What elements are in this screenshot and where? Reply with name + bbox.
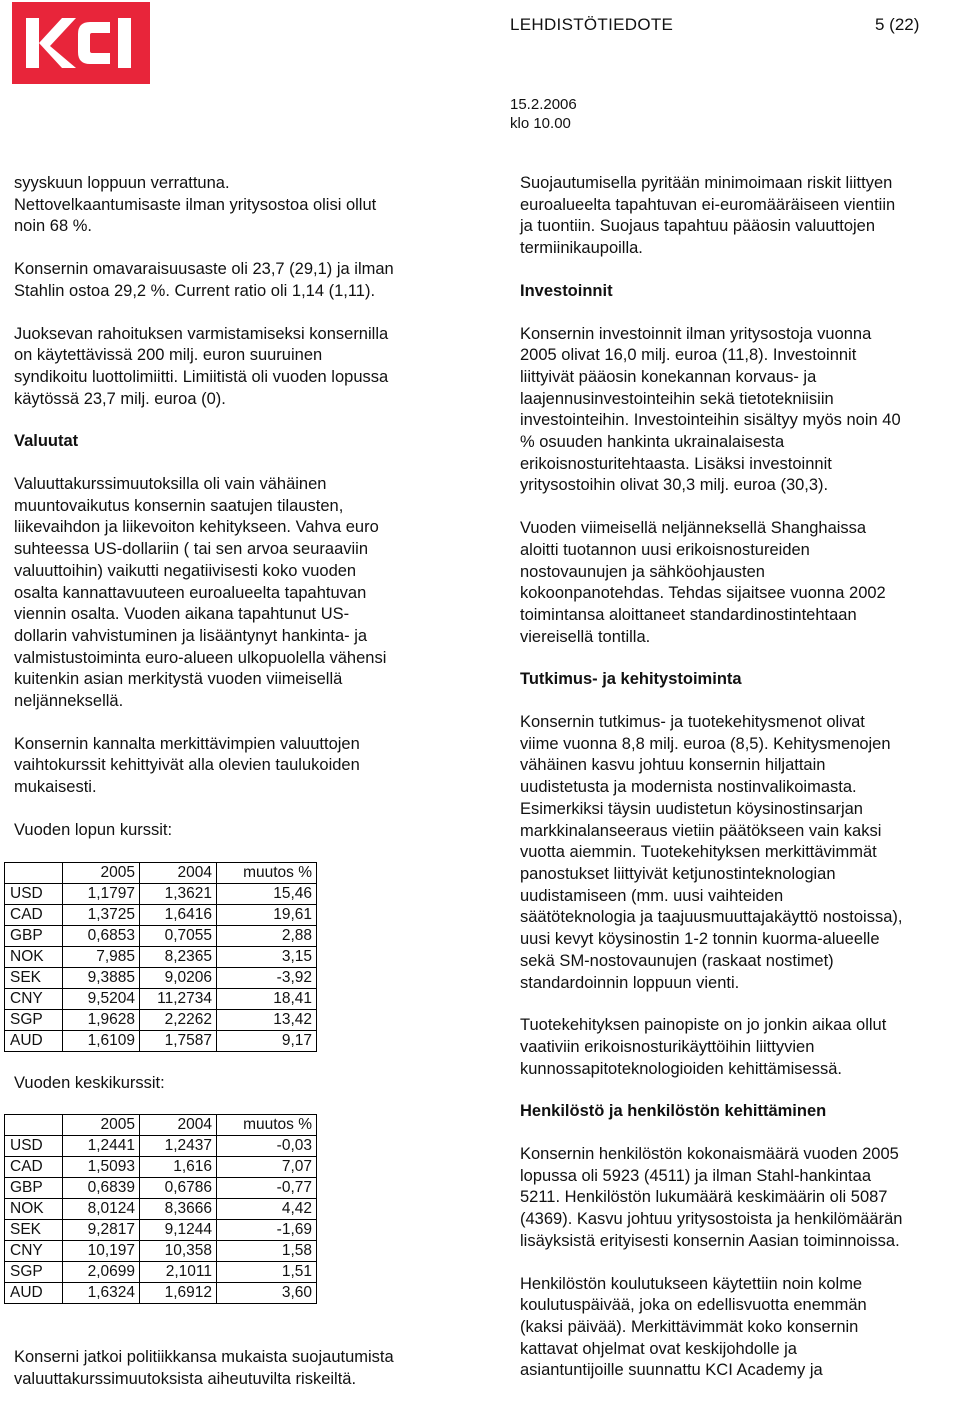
text-line: dollarin vahvistuminen ja lisääntynyt hankinta- ja xyxy=(14,626,368,645)
currency-code: NOK xyxy=(5,1199,63,1220)
table-row xyxy=(5,967,317,988)
text-line: aloitti tuotannon uusi erikoisnostureiden xyxy=(520,540,810,559)
currency-code: GBP xyxy=(5,1178,63,1199)
rate-value: 15,46 xyxy=(217,883,317,904)
text-line: sekä SM-nostovaunujen (raskaat nostimet) xyxy=(520,951,834,970)
paragraph-equity-ratio xyxy=(14,259,474,302)
paragraph-currency-effects xyxy=(14,474,474,713)
table-caption-year-end: Vuoden lopun kurssit: xyxy=(14,820,173,839)
text-line: 2005 olivat 16,0 milj. euroa (11,8). Investoinnit xyxy=(520,346,857,365)
table-row xyxy=(5,1030,317,1051)
rate-value: -0,77 xyxy=(217,1178,317,1199)
text-line: valmistustoiminta euro-alueen ulkopuolella vähensi xyxy=(14,648,387,667)
text-line: standardoinnin loppuun vienti. xyxy=(520,973,740,992)
rate-value: 11,2734 xyxy=(140,988,217,1009)
rate-value: 9,1244 xyxy=(140,1220,217,1241)
text-line: Valuuttakurssimuutoksilla oli vain vähäinen xyxy=(14,475,327,494)
text-line: kattavat ohjelmat ovat keskijohdolle ja xyxy=(520,1339,797,1358)
text-line: Konsernin kannalta merkittävimpien valuuttojen xyxy=(14,734,360,753)
rate-value: 8,2365 xyxy=(140,946,217,967)
rate-value: 1,6912 xyxy=(140,1283,217,1304)
rate-value: 1,616 xyxy=(140,1157,217,1178)
text-line: Konserni jatkoi politiikkansa mukaista suojautumista xyxy=(14,1348,394,1367)
currency-code: USD xyxy=(5,883,63,904)
table-header-row xyxy=(5,1115,317,1136)
table-header-cell xyxy=(5,862,63,883)
text-line: Henkilöstön koulutukseen käytettiin noin kolme xyxy=(520,1274,863,1293)
currency-code: AUD xyxy=(5,1283,63,1304)
text-line: nostovaunujen ja sähköohjausten xyxy=(520,562,765,581)
table-header-cell: 2005 xyxy=(63,1115,140,1136)
text-line: vähäinen kasvu johtuu konsernin hiljattain xyxy=(520,756,826,775)
table-row xyxy=(5,988,317,1009)
rate-value: 0,6839 xyxy=(63,1178,140,1199)
text-line: Suojautumisella pyritään minimoimaan riskit liittyen xyxy=(520,174,893,192)
currency-code: NOK xyxy=(5,946,63,967)
rate-value: 9,3885 xyxy=(63,967,140,988)
text-line: uudistamiseen (mm. uusi vaihteiden xyxy=(520,886,784,905)
text-line: noin 68 %. xyxy=(14,217,92,236)
table-row xyxy=(5,1241,317,1262)
text-line: kokoonpanotehdas. Tehdas sijaitsee vuonna 2002 xyxy=(520,584,886,603)
text-line: (4369). Kasvu johtuu yritysostoista ja henkilömäärän xyxy=(520,1210,903,1229)
text-line: Esimerkiksi täysin uudistetun köysinostinsarjan xyxy=(520,799,863,818)
release-date: 15.2.2006 xyxy=(510,96,577,113)
paragraph-rnd-focus xyxy=(520,1015,960,1080)
text-line: yritysostoihin olivat 30,3 milj. euroa (30,3). xyxy=(520,476,829,495)
rate-value: 1,6109 xyxy=(63,1030,140,1051)
rate-value: 8,3666 xyxy=(140,1199,217,1220)
rate-value: 0,7055 xyxy=(140,925,217,946)
currency-code: SGP xyxy=(5,1009,63,1030)
text-line: Stahlin ostoa 29,2 %. Current ratio oli 1,14 (1,11). xyxy=(14,281,376,300)
table-row xyxy=(5,1009,317,1030)
text-line: panostukset liittyivät ketjunostinteknologian xyxy=(520,864,836,883)
currency-code: GBP xyxy=(5,925,63,946)
text-line: muuntovaikutus konsernin saatujen tilausten, xyxy=(14,496,344,515)
rate-value: 1,5093 xyxy=(63,1157,140,1178)
rate-value: 1,51 xyxy=(217,1262,317,1283)
rate-value: 1,9628 xyxy=(63,1009,140,1030)
rate-value: 7,985 xyxy=(63,946,140,967)
rate-value: 1,58 xyxy=(217,1241,317,1262)
paragraph-investments xyxy=(520,324,960,498)
text-line: koulutuspäivää, joka on edellisvuotta enemmän xyxy=(520,1296,867,1315)
table-caption-average: Vuoden keskikurssit: xyxy=(14,1073,165,1092)
paragraph-hedging-policy xyxy=(14,1347,474,1390)
rate-value: 3,60 xyxy=(217,1283,317,1304)
rate-value: 2,1011 xyxy=(140,1262,217,1283)
rate-value: 4,42 xyxy=(217,1199,317,1220)
text-line: vuotta aiemmin. Tuotekehityksen merkittävimmät xyxy=(520,843,877,862)
rate-value: -1,69 xyxy=(217,1220,317,1241)
text-line: vaihtokurssit kehittyivät alla olevien taulukoiden xyxy=(14,756,360,775)
rate-value: 1,2441 xyxy=(63,1136,140,1157)
text-line: syyskuun loppuun verrattuna. xyxy=(14,174,230,192)
table-header-cell: muutos % xyxy=(217,1115,317,1136)
currency-code: CNY xyxy=(5,1241,63,1262)
rate-value: 9,5204 xyxy=(63,988,140,1009)
currency-code: AUD xyxy=(5,1030,63,1051)
rate-value: 2,0699 xyxy=(63,1262,140,1283)
table-header-cell xyxy=(5,1115,63,1136)
rate-value: 19,61 xyxy=(217,904,317,925)
text-line: käytössä 23,7 milj. euroa (0). xyxy=(14,389,226,408)
rate-value: 13,42 xyxy=(217,1009,317,1030)
rate-value: 1,3621 xyxy=(140,883,217,904)
rate-value: -0,03 xyxy=(217,1136,317,1157)
text-line: viime vuonna 8,8 milj. euroa (8,5). Kehitysmenojen xyxy=(520,734,891,753)
rate-value: 8,0124 xyxy=(63,1199,140,1220)
currency-code: CAD xyxy=(5,904,63,925)
text-line: erikoisnosturitehtaasta. Lisäksi investoinnit xyxy=(520,454,832,473)
release-time: klo 10.00 xyxy=(510,115,571,132)
text-line: säätöteknologia ja taajuusmuuttajakäyttö nostoissa), xyxy=(520,908,903,927)
table-header-row xyxy=(5,862,317,883)
text-line: osalta kannattavuuteen euroalueelta tapahtuvan xyxy=(14,583,367,602)
rate-value: 9,0206 xyxy=(140,967,217,988)
text-line: uusi kevyt köysinostin 1-2 tonnin kuorma-alueelle xyxy=(520,930,880,949)
rate-value: 1,2437 xyxy=(140,1136,217,1157)
table-row xyxy=(5,1178,317,1199)
rate-value: 0,6786 xyxy=(140,1178,217,1199)
text-line: investointeihin. Investointeihin sisältyy myös noin 40 xyxy=(520,411,901,430)
heading-valuutat: Valuutat xyxy=(14,432,79,451)
currency-code: SGP xyxy=(5,1262,63,1283)
rate-value: 1,3725 xyxy=(63,904,140,925)
table-header-cell: 2005 xyxy=(63,862,140,883)
table-year-end-rates xyxy=(4,862,317,1052)
paragraph-exchange-rates-intro xyxy=(14,734,474,799)
text-line: lopussa oli 5923 (4511) ja ilman Stahl-hankintaa xyxy=(520,1166,871,1185)
text-line: on käytettävissä 200 milj. euron suuruinen xyxy=(14,346,323,365)
text-line: ja tuontiin. Suojaus tapahtuu pääosin valuuttojen xyxy=(520,217,876,236)
currency-code: SEK xyxy=(5,1220,63,1241)
paragraph-training xyxy=(520,1274,960,1383)
table-row xyxy=(5,1262,317,1283)
table-row xyxy=(5,1136,317,1157)
table-header-cell: 2004 xyxy=(140,1115,217,1136)
rate-value: 18,41 xyxy=(217,988,317,1009)
text-line: vaativiin erikoisnosturikäyttöihin liittyvien xyxy=(520,1037,815,1056)
text-line: syndikoitu luottolimiitti. Limiitistä oli vuoden lopussa xyxy=(14,367,389,386)
rate-value: 1,6324 xyxy=(63,1283,140,1304)
document-type: LEHDISTÖTIEDOTE xyxy=(510,15,674,34)
rate-value: 1,1797 xyxy=(63,883,140,904)
text-line: markkinalanseeraus vietiin päätökseen vain kaksi xyxy=(520,821,882,840)
currency-code: USD xyxy=(5,1136,63,1157)
text-line: lisäyksistä erityisesti konsernin Aasian toiminnoissa. xyxy=(520,1231,900,1250)
text-line: Konsernin investoinnit ilman yritysostoja vuonna xyxy=(520,324,872,343)
text-line: uudistetusta ja modernista nostinvalikoimasta. xyxy=(520,778,857,797)
table-row xyxy=(5,1157,317,1178)
table-row xyxy=(5,1283,317,1304)
text-line: kunnossapitoteknologioiden kehittämisessä. xyxy=(520,1059,842,1078)
rate-value: -3,92 xyxy=(217,967,317,988)
page-number: 5 (22) xyxy=(875,15,920,34)
text-line: viennin osalta. Vuoden aikana tapahtunut US- xyxy=(14,605,350,624)
paragraph-shanghai xyxy=(520,518,960,648)
rate-value: 10,358 xyxy=(140,1241,217,1262)
paragraph-financing xyxy=(14,324,474,411)
rate-value: 3,15 xyxy=(217,946,317,967)
text-line: Vuoden viimeisellä neljänneksellä Shanghaissa xyxy=(520,519,867,538)
rate-value: 1,7587 xyxy=(140,1030,217,1051)
paragraph-hedging xyxy=(520,173,960,260)
rate-value: 10,197 xyxy=(63,1241,140,1262)
text-line: Konsernin henkilöstön kokonaismäärä vuoden 2005 xyxy=(520,1145,899,1164)
table-row xyxy=(5,883,317,904)
text-line: kuitenkin asian merkitystä vuoden viimeisellä xyxy=(14,670,343,689)
table-row xyxy=(5,1199,317,1220)
text-line: liikevaihdon ja liikevoiton kehitykseen. Vahva euro xyxy=(14,518,379,537)
text-line: Konsernin tutkimus- ja tuotekehitysmenot olivat xyxy=(520,713,865,732)
text-line: toimintansa aloittaneet standardinostintehtaan xyxy=(520,605,857,624)
table-row xyxy=(5,904,317,925)
text-line: Juoksevan rahoituksen varmistamiseksi konsernilla xyxy=(14,324,389,343)
table-header-cell: muutos % xyxy=(217,862,317,883)
heading-henkilosto: Henkilöstö ja henkilöstön kehittäminen xyxy=(520,1102,827,1121)
text-line: liittyivät pääosin konekannan korvaus- ja xyxy=(520,367,817,386)
rate-value: 2,2262 xyxy=(140,1009,217,1030)
text-line: asiantuntijoille suunnattu KCI Academy ja xyxy=(520,1361,823,1380)
release-date-time xyxy=(510,95,577,133)
text-line: valuuttoihin) vaikutti negatiivisesti koko vuoden xyxy=(14,561,357,580)
text-line: valuuttakurssimuutoksista aiheutuvilta riskeiltä. xyxy=(14,1369,357,1388)
heading-tutkimus: Tutkimus- ja kehitystoiminta xyxy=(520,670,742,689)
table-header-cell: 2004 xyxy=(140,862,217,883)
paragraph-net-gearing xyxy=(14,173,474,238)
rate-value: 0,6853 xyxy=(63,925,140,946)
text-line: Tuotekehityksen painopiste on jo jonkin aikaa ollut xyxy=(520,1016,887,1035)
rate-value: 9,2817 xyxy=(63,1220,140,1241)
table-row xyxy=(5,1220,317,1241)
text-line: neljänneksellä. xyxy=(14,692,124,711)
text-line: mukaisesti. xyxy=(14,778,97,797)
text-line: 5211. Henkilöstön lukumäärä keskimäärin oli 5087 xyxy=(520,1188,888,1207)
right-column xyxy=(520,173,960,1403)
text-line: Konsernin omavaraisuusaste oli 23,7 (29,1) ja ilman xyxy=(14,260,394,279)
table-row xyxy=(5,925,317,946)
rate-value: 7,07 xyxy=(217,1157,317,1178)
rate-value: 1,6416 xyxy=(140,904,217,925)
currency-code: CAD xyxy=(5,1157,63,1178)
text-line: viereisellä tontilla. xyxy=(520,627,651,646)
text-line: (kaksi päivää). Merkittävimmät koko konsernin xyxy=(520,1317,859,1336)
kci-logo xyxy=(12,2,150,84)
text-line: Nettovelkaantumisaste ilman yritysostoa olisi ollut xyxy=(14,195,377,214)
text-line: termiinikaupoilla. xyxy=(520,239,643,258)
text-line: laajennusinvestointeihin sekä tietotekniisiin xyxy=(520,389,834,408)
paragraph-rnd xyxy=(520,712,960,994)
text-line: euroalueelta tapahtuvan ei-euromääräiseen vientiin xyxy=(520,195,896,214)
currency-code: SEK xyxy=(5,967,63,988)
heading-investoinnit: Investoinnit xyxy=(520,281,613,300)
table-row xyxy=(5,946,317,967)
paragraph-personnel xyxy=(520,1144,960,1253)
rate-value: 9,17 xyxy=(217,1030,317,1051)
rate-value: 2,88 xyxy=(217,925,317,946)
text-line: % osuuden hankinta ukrainalaisesta xyxy=(520,433,785,452)
table-average-rates xyxy=(4,1114,317,1304)
left-column xyxy=(10,173,474,1412)
kci-logo-mark xyxy=(12,2,150,84)
text-line: suhteessa US-dollariin ( tai sen arvoa seuraaviin xyxy=(14,540,369,559)
currency-code: CNY xyxy=(5,988,63,1009)
